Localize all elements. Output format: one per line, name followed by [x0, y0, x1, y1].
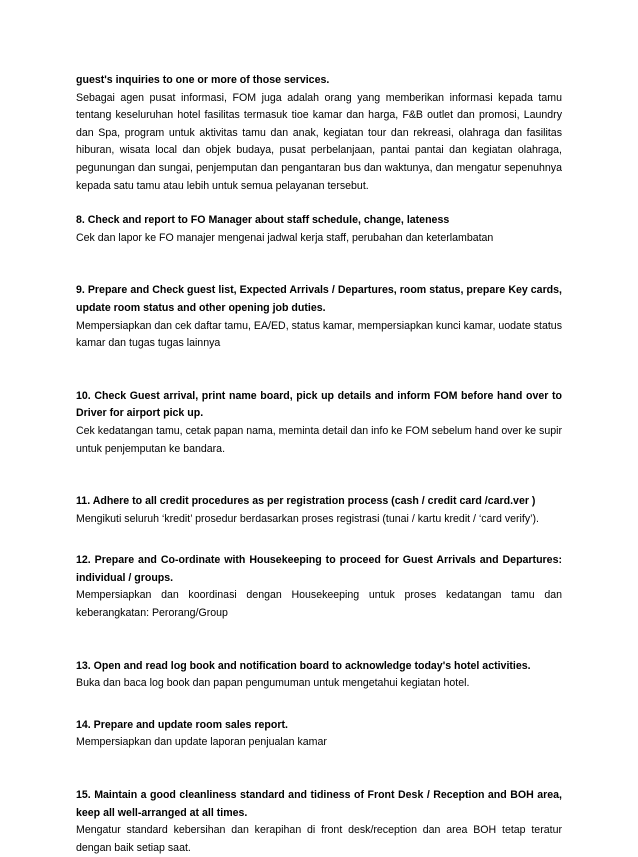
section-heading: 15. Maintain a good cleanliness standard and tidiness of Front Desk / Reception and BOH area, keep all well-arranged at all times. [76, 789, 562, 819]
section-body: Buka dan baca log book dan papan pengumuman untuk mengetahui kegiatan hotel. [76, 677, 470, 690]
section-14 [76, 717, 562, 752]
section-heading: 8. Check and report to FO Manager about staff schedule, change, lateness [76, 214, 450, 227]
section-heading: 12. Prepare and Co-ordinate with Housekeeping to proceed for Guest Arrivals and Departures: individual / groups. [76, 554, 562, 584]
section-heading: 11. Adhere to all credit procedures as per registration process (cash / credit card /card.ver ) [76, 495, 536, 508]
section-11 [76, 493, 562, 528]
section-15 [76, 787, 562, 857]
section-body: Cek kedatangan tamu, cetak papan nama, meminta detail dan info ke FOM sebelum hand over ke supir untuk penjemputan ke bandara. [76, 424, 562, 455]
section-13 [76, 658, 562, 693]
document-page [76, 72, 562, 857]
section-body: Sebagai agen pusat informasi, FOM juga adalah orang yang memberikan informasi kepada tamu tentang keseluruhan hotel fasilitas termasuk tioe kamar dan harga, F&B outlet dan promosi, Laundry dan Spa, program untuk aktivitas tamu dan anak, kegiatan tour dan rekreasi, olahraga dan fasilitas hiburan, wisata local dan objek budaya, pusat perbelanjaan, pantai pantai dan kegiatan olahraga, pegunungan dan sungai, penjemputan dan pengantaran bus dan waktunya, dan mengatur sepenuhnya kepada satu tamu atau lebih untuk semua pelayanan tersebut. [76, 91, 562, 192]
section-10 [76, 388, 562, 458]
section-heading: guest's inquiries to one or more of those services. [76, 74, 330, 86]
section-7-continued [76, 72, 562, 195]
section-body: Mengikuti seluruh ‘kredit’ prosedur berdasarkan proses registrasi (tunai / kartu kredit / ‘card verify’). [76, 512, 539, 525]
section-heading: 13. Open and read log book and notification board to acknowledge today's hotel activities. [76, 659, 531, 672]
section-8 [76, 212, 562, 247]
section-9 [76, 282, 562, 352]
section-body: Cek dan lapor ke FO manajer mengenai jadwal kerja staff, perubahan dan keterlambatan [76, 231, 494, 244]
section-heading: 14. Prepare and update room sales report. [76, 718, 288, 731]
section-12 [76, 552, 562, 622]
section-body: Mempersiapkan dan koordinasi dengan Housekeeping untuk proses kedatangan tamu dan keberangkatan: Perorang/Group [76, 589, 562, 620]
section-body: Mempersiapkan dan update laporan penjualan kamar [76, 736, 327, 749]
section-heading: 9. Prepare and Check guest list, Expected Arrivals / Departures, room status, prepare Key cards, update room status and other opening job duties. [76, 284, 562, 314]
section-heading: 10. Check Guest arrival, print name board, pick up details and inform FOM before hand over to Driver for airport pick up. [76, 389, 562, 420]
section-body: Mempersiapkan dan cek daftar tamu, EA/ED, status kamar, mempersiapkan kunci kamar, uodate status kamar dan tugas tugas lainnya [76, 319, 562, 350]
section-body: Mengatur standard kebersihan dan kerapihan di front desk/reception dan area BOH tetap teratur dengan baik setiap saat. [76, 824, 562, 854]
